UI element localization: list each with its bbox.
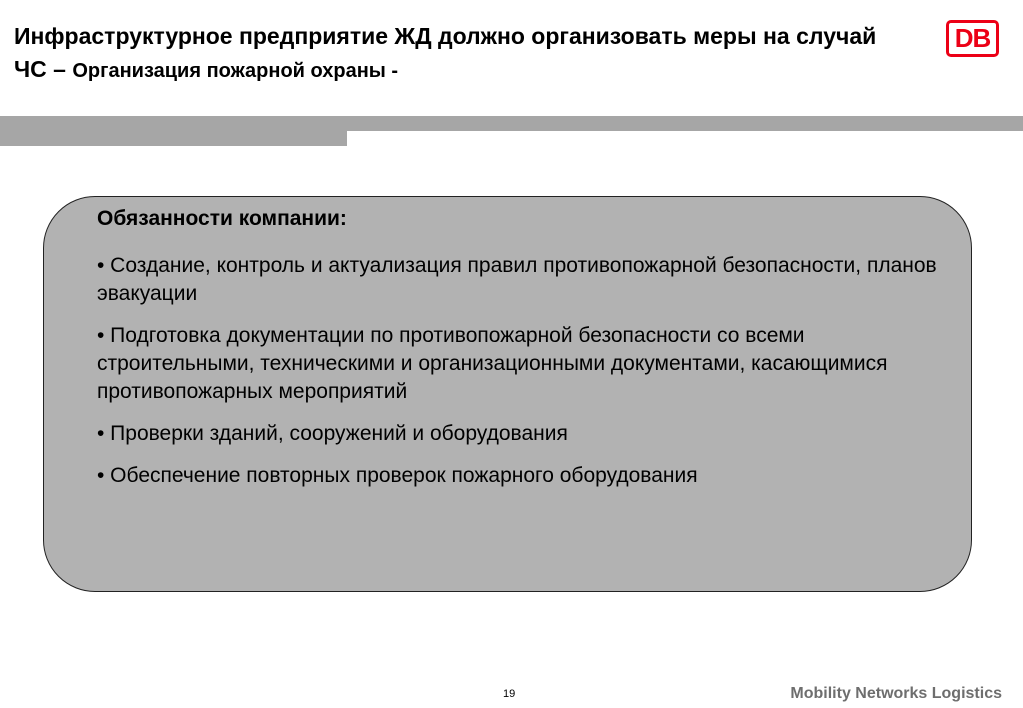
panel-heading: Обязанности компании:	[97, 207, 347, 230]
page-number: 19	[503, 688, 516, 700]
bullet-item: • Создание, контроль и актуализация правил противопожарной безопасности, планов эвакуации	[97, 254, 937, 305]
title-subtitle: Организация пожарной охраны -	[72, 60, 399, 82]
slide-title	[14, 20, 914, 88]
bullet-item: • Обеспечение повторных проверок пожарного оборудования	[97, 464, 698, 487]
content-panel-text	[97, 205, 957, 504]
title-main: Инфраструктурное предприятие ЖД должно организовать меры на случай ЧС –	[14, 23, 877, 82]
bullet-item: • Подготовка документации по противопожарной безопасности со всеми строительными, техническими и организационными документами, касающимися противопожарных мероприятий	[97, 324, 888, 403]
brand-tagline: Mobility Networks Logistics	[790, 685, 1002, 702]
db-logo: DB	[946, 20, 999, 57]
bullet-item: • Проверки зданий, сооружений и оборудования	[97, 422, 568, 445]
header-divider-bar-short	[0, 131, 347, 146]
header-divider-bar	[0, 116, 1023, 131]
